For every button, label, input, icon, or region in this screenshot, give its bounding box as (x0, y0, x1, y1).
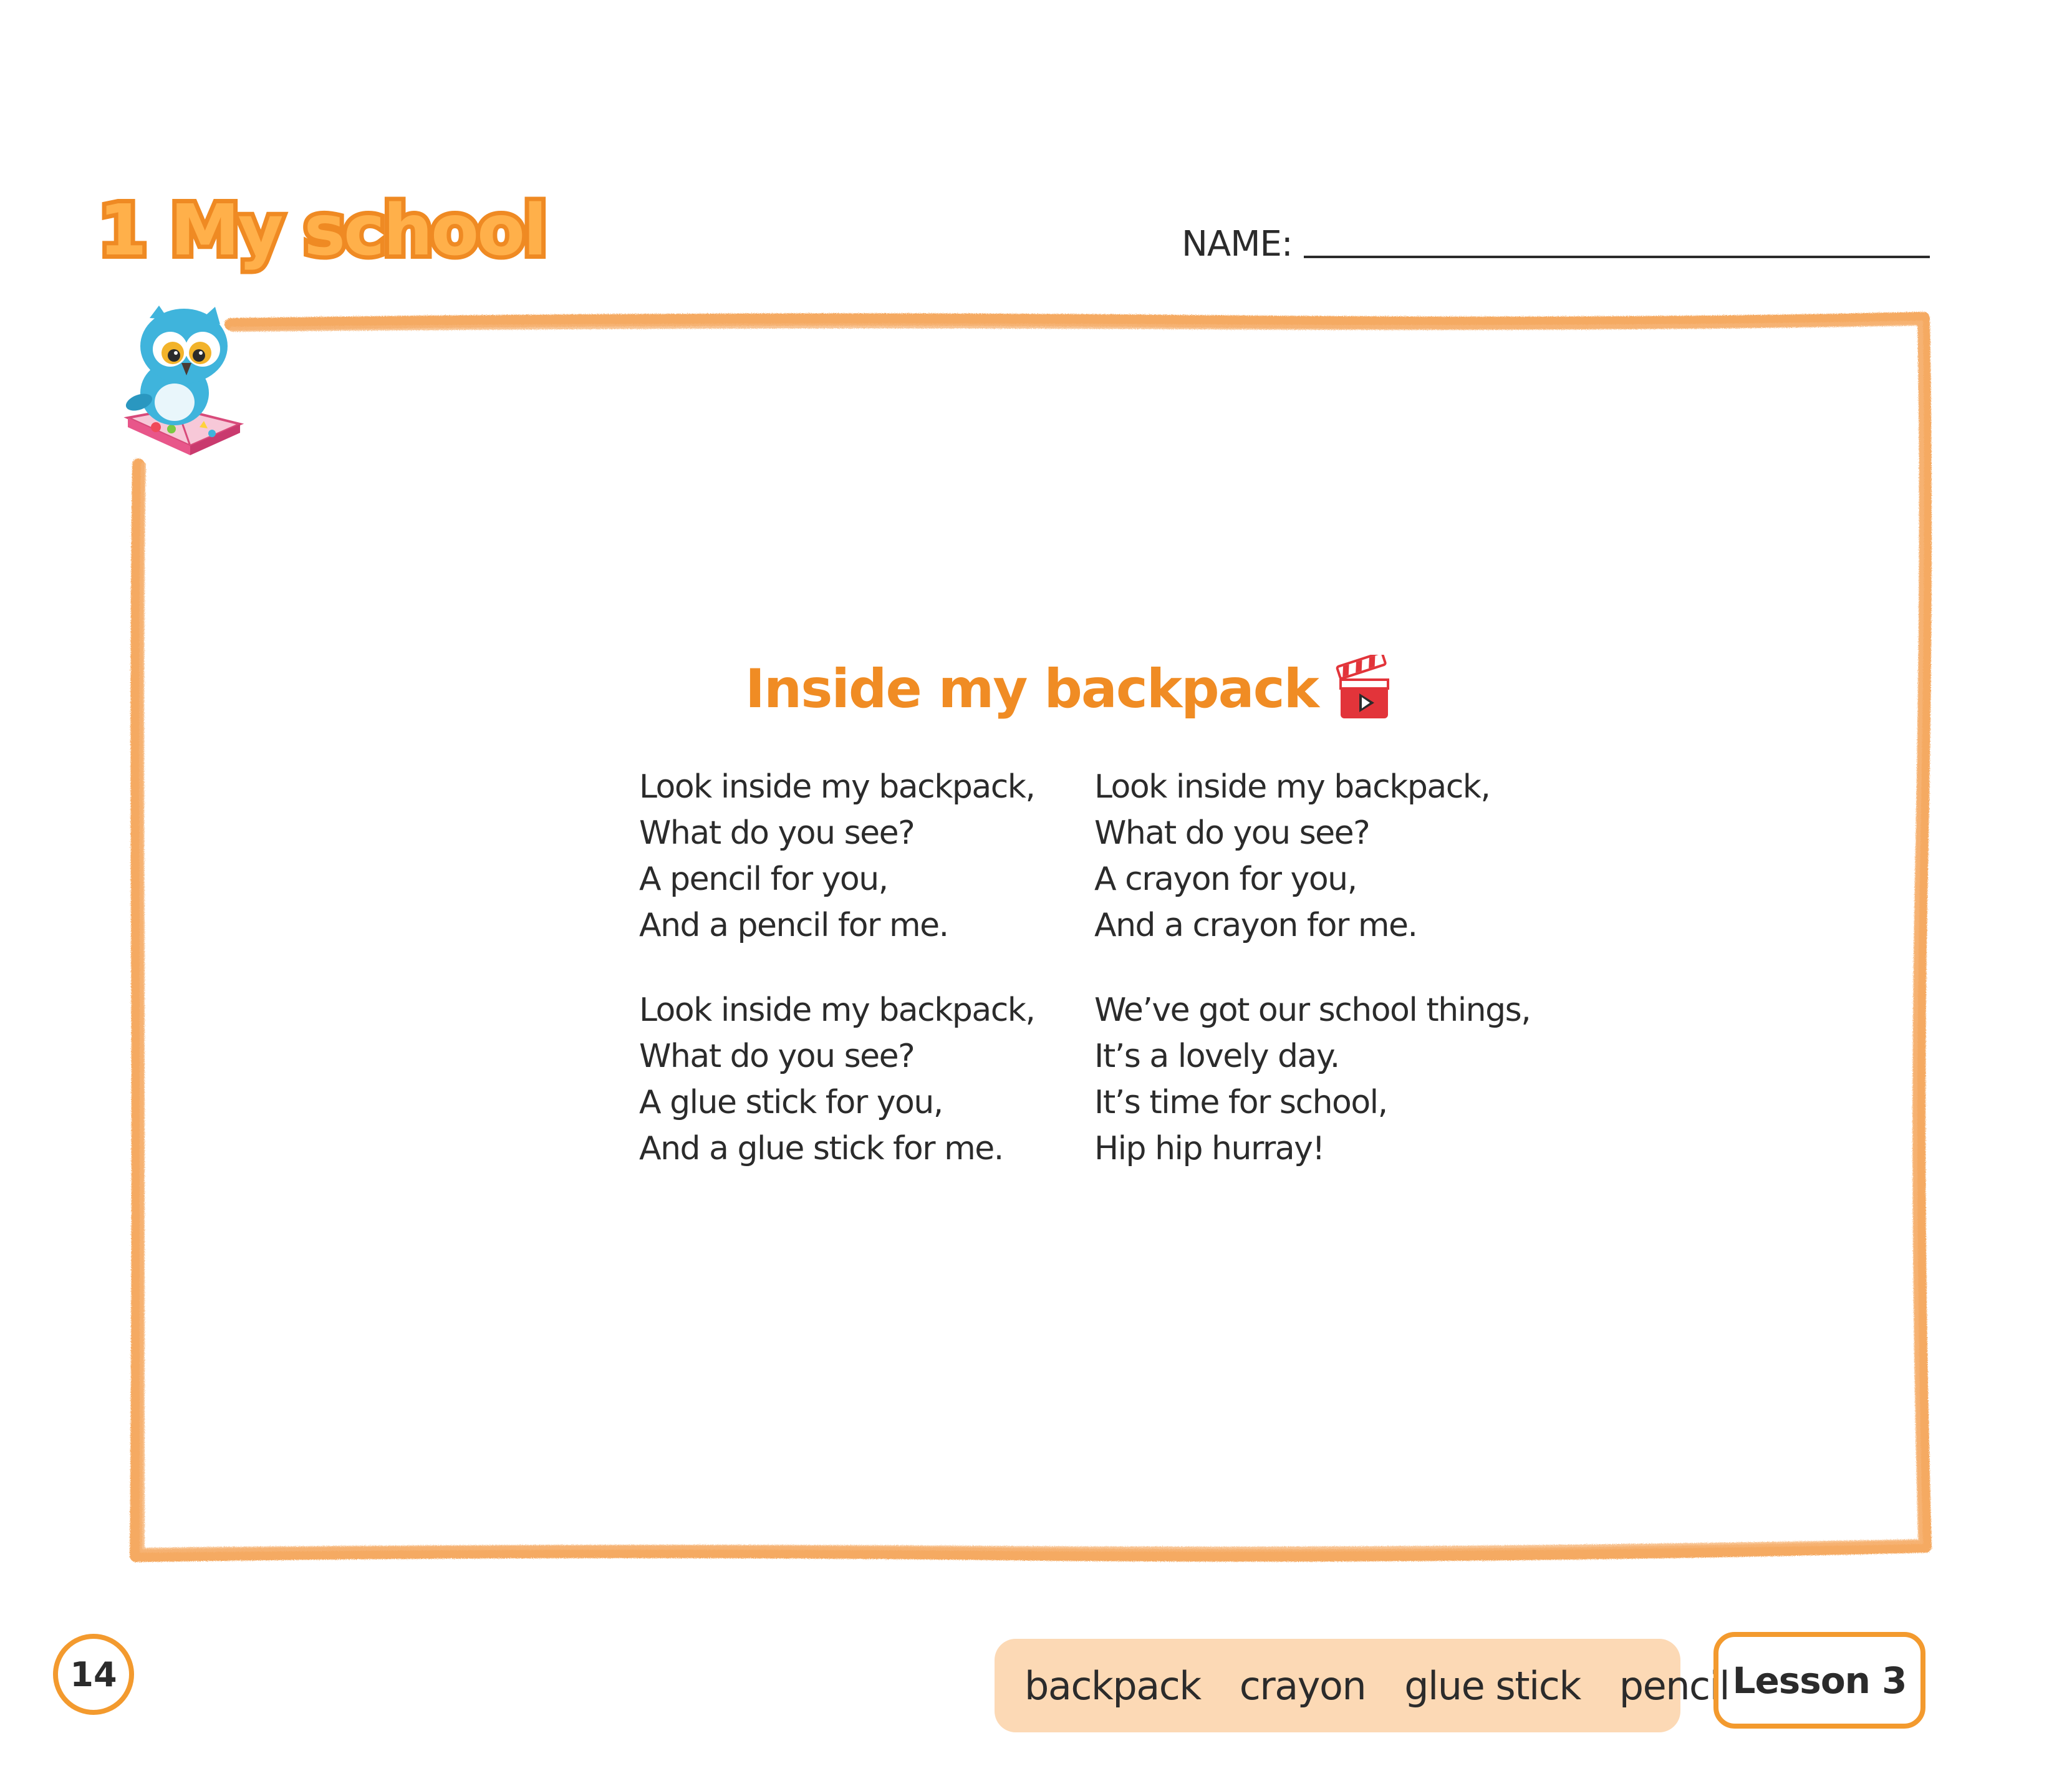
song-title: Inside my backpack (745, 658, 1318, 720)
verse-line: A glue stick for you, (639, 1084, 943, 1121)
verse-line: And a glue stick for me. (639, 1130, 1003, 1167)
verse-line: Look inside my backpack, (1094, 768, 1490, 806)
verse-1 (639, 764, 1094, 948)
verse-line: It’s time for school, (1094, 1084, 1387, 1121)
song-heading (745, 649, 1392, 730)
vocabulary-word: backpack (1024, 1663, 1201, 1709)
video-clapperboard-icon[interactable] (1336, 655, 1392, 723)
verse-line: Look inside my backpack, (639, 768, 1035, 806)
owl-mascot-icon (103, 299, 253, 468)
verse-line: And a pencil for me. (639, 907, 948, 944)
vocabulary-word: pencil (1619, 1663, 1730, 1709)
verse-4 (1094, 987, 1543, 1172)
lesson-label: Lesson 3 (1713, 1632, 1925, 1729)
name-field-row (1182, 212, 1930, 262)
unit-title (99, 181, 545, 281)
vocabulary-box (995, 1639, 1730, 1732)
verse-line: And a crayon for me. (1094, 907, 1417, 944)
verse-line: Look inside my backpack, (639, 992, 1035, 1029)
verse-line: What do you see? (639, 1038, 915, 1075)
verse-line: It’s a lovely day. (1094, 1038, 1339, 1075)
verse-line: A crayon for you, (1094, 861, 1357, 898)
unit-title-text: My school (170, 190, 546, 271)
verse-2 (1094, 764, 1543, 948)
verse-line: Hip hip hurray! (1094, 1130, 1324, 1167)
verse-line: A pencil for you, (639, 861, 888, 898)
name-input-line[interactable] (1304, 254, 1930, 258)
verse-line: We’ve got our school things, (1094, 992, 1531, 1029)
song-verses (639, 764, 1543, 1172)
verse-line: What do you see? (639, 814, 915, 852)
name-label: NAME: (1182, 224, 1293, 264)
page-number: 14 (53, 1634, 134, 1715)
unit-number: 1 (99, 190, 145, 271)
vocabulary-word: crayon (1239, 1663, 1366, 1709)
verse-line: What do you see? (1094, 814, 1370, 852)
vocabulary-word: glue stick (1404, 1663, 1581, 1709)
verse-3 (639, 987, 1094, 1172)
